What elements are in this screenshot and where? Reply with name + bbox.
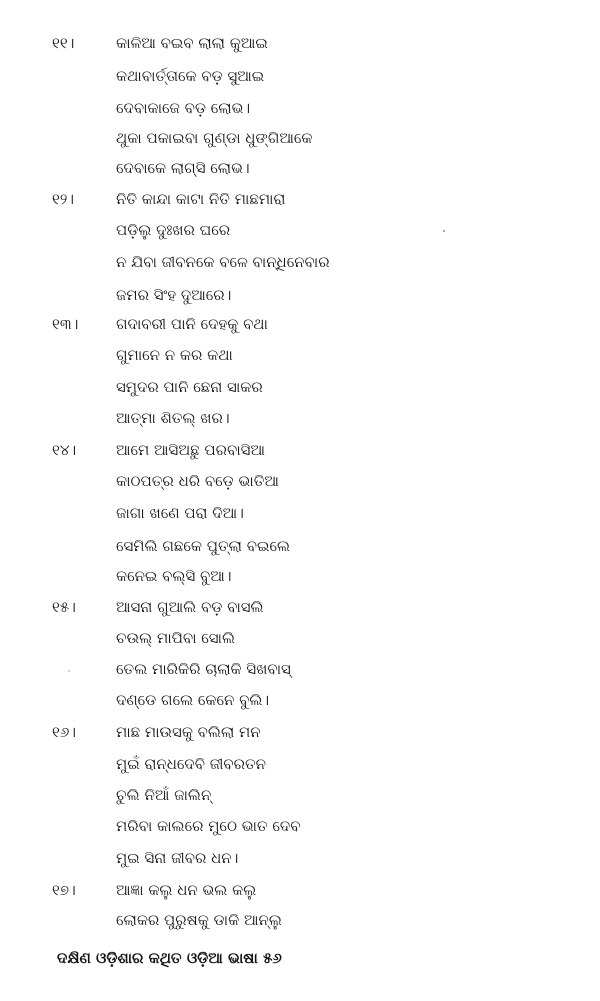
verse-line: ନିତି କାନ୍ଦା କାଟା ନିତି ମାଛମାରା	[116, 190, 286, 208]
verse-line: ଦେବାକେ ଲାଗ୍‌ସି ଲୋଭ।	[116, 159, 250, 177]
verse-line: ଗୁମାନେ ନ କର କଥା	[116, 346, 233, 364]
verse-line: ଦେବାକାଜେ ବଡ଼ ଲୋଭ।	[116, 99, 251, 117]
verse-number: ୧୩।	[52, 315, 79, 333]
verse-line: ମୁଇ ସିନା ଜୀବର ଧନ।	[116, 849, 239, 867]
page-footer: ଦକ୍ଷିଣ ଓଡ଼ିଶାର କଥିତ ଓଡ଼ିଆ ଭାଷା ୫୬	[57, 949, 282, 967]
verse-line: ମୁଇଁ ରାନ୍ଧଦେବି ଜୀବରତନ	[116, 755, 266, 773]
verse-line: ପଡ଼ିଲୁ ଦୁଃଖର ଘରେ	[116, 221, 231, 239]
verse-line: ଲୋକର ପୁରୁଷକୁ ଡାକି ଆନ୍‌ଲୁ	[116, 911, 282, 929]
verse-line: ଆସନା ଗୁଆଲି ବଡ଼ ବାସଲି	[116, 598, 264, 616]
verse-line: କାଠପତ୍ର ଧରି ବଡ଼େ ଭାତିଆ	[116, 472, 279, 490]
verse-line: ଥୁକା ପକାଇବା ଗୁଣ୍ଡା ଧୁଙ୍ଗିଆକେ	[116, 129, 313, 147]
verse-number: ୧୧।	[52, 34, 75, 52]
verse-line: କାଳିଆ ବଇବ ଲାଲା କୁଆଇ	[116, 34, 268, 52]
verse-line: ଆମେ ଆସିଅଛୁ ପରବାସିଆ	[116, 441, 265, 459]
verse-line: ଜାଗା ଖଣେ ପରା ଦିଆ।	[116, 504, 244, 522]
verse-line: ତେଲ ମାରିକିରି ଚାଲାକି ସିଖବାସ୍	[116, 660, 291, 678]
verse-line: କନେଇ ବଲ୍‌ସି ବୁଆ।	[116, 567, 232, 585]
verse-line: ଗଦାବରୀ ପାନି ଦେହକୁ ବଥା	[116, 315, 268, 333]
verse-line: ଦଣ୍ଡେ ଗଲେ କେନେ ବୁଲି।	[116, 691, 270, 709]
verse-line: ଚୁଲି ନିଆଁ ଜାଲିନ୍	[116, 786, 212, 804]
verse-number: ୧୨।	[52, 190, 75, 208]
verse-number: ୧୬।	[52, 723, 76, 741]
verse-line: ସମୁଦର ପାନି ଛେନା ସାକର	[116, 378, 263, 396]
verse-line: ଆଜ୍ଞା କଲୁ ଧନ ଭଲ କଲୁ	[116, 881, 257, 899]
verse-number: ୧୭।	[52, 881, 76, 899]
verse-line: ଜମର ସିଂହ ଦୁଆରେ।	[116, 286, 232, 304]
verse-number: ୧୫।	[52, 598, 76, 616]
scan-speck	[443, 230, 445, 232]
verse-line: ମରିବା କାଲରେ ମୁଠେ ଭାତ ଦେବ	[116, 817, 301, 835]
verse-line: ସେମିଲି ଗଛକେ ପୁତ୍‌ଲା ବଇଲେ	[116, 537, 291, 555]
scan-speck	[68, 670, 70, 672]
verse-line: ନ ଯିବା ଜୀବନକେ ବଳେ ବାନ୍ଧିନେବାର	[116, 253, 330, 271]
verse-line: କଥାବାର୍ତ୍ତାକେ ବଡ଼ ସୁଆଇ	[116, 67, 265, 85]
verse-line: ଚଉଲ୍ ମାପିବା ସୋଲି	[116, 629, 236, 647]
verse-line: ମାଛ ମାଉସକୁ ବଲିଲା ମନ	[116, 723, 261, 741]
verse-number: ୧୪।	[52, 441, 77, 459]
verse-line: ଆତ୍ମା ଶିତଲ୍ ଖର।	[116, 409, 230, 427]
